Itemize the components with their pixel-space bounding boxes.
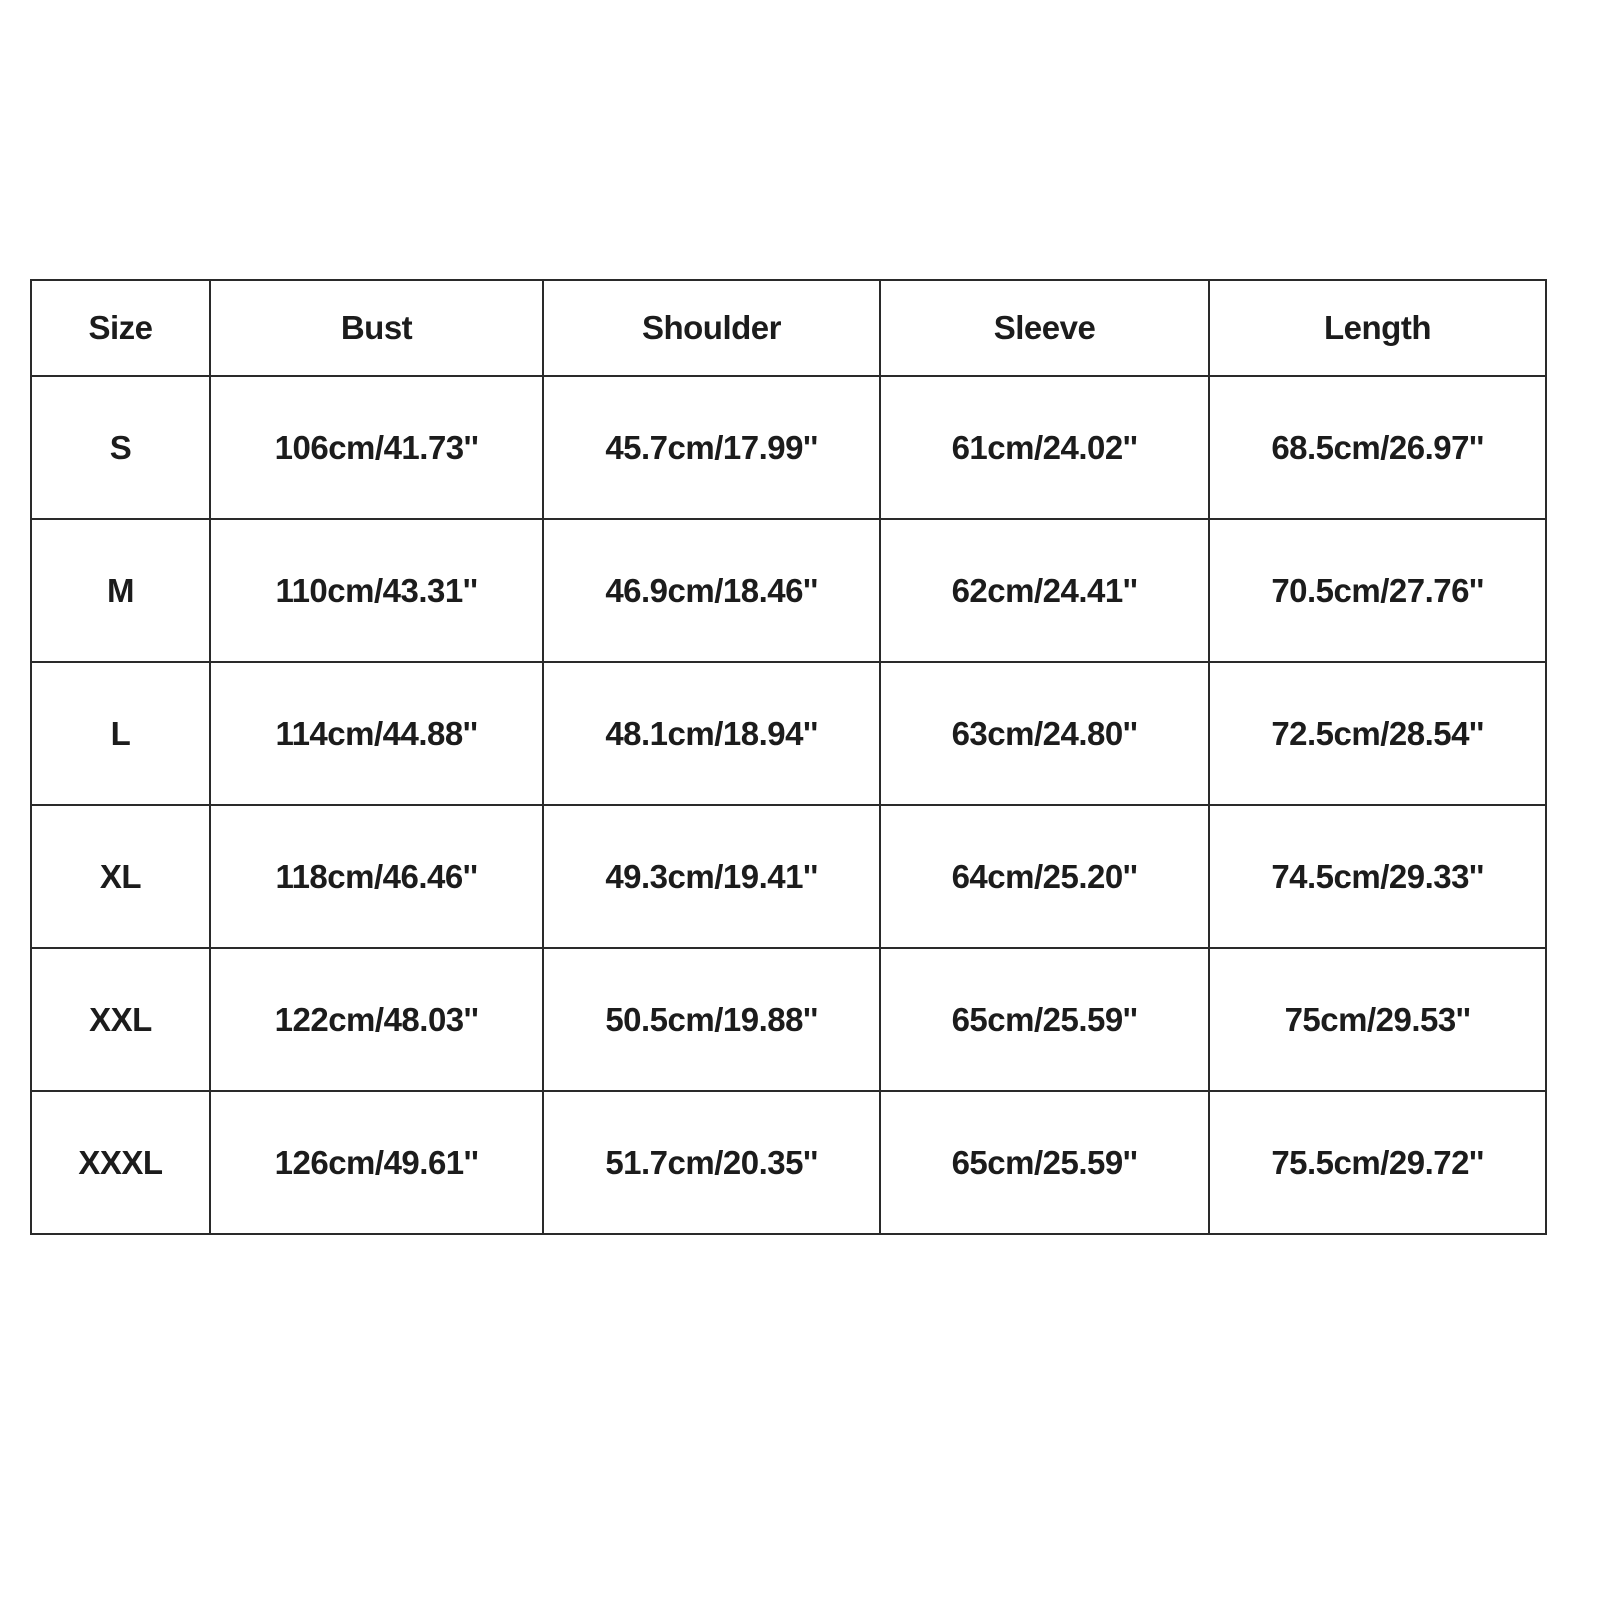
cell-sleeve: 62cm/24.41'' [880,519,1209,662]
table-row [31,1091,1546,1234]
cell-sleeve: 65cm/25.59'' [880,948,1209,1091]
cell-length: 72.5cm/28.54'' [1209,662,1546,805]
cell-bust: 122cm/48.03'' [210,948,543,1091]
cell-bust: 118cm/46.46'' [210,805,543,948]
cell-bust: 110cm/43.31'' [210,519,543,662]
cell-shoulder: 46.9cm/18.46'' [543,519,880,662]
cell-bust: 126cm/49.61'' [210,1091,543,1234]
cell-length: 75.5cm/29.72'' [1209,1091,1546,1234]
cell-size: XXL [31,948,210,1091]
cell-size: L [31,662,210,805]
header-shoulder: Shoulder [543,280,880,376]
cell-size: M [31,519,210,662]
header-size: Size [31,280,210,376]
table-row [31,376,1546,519]
size-chart-table [30,279,1547,1235]
cell-shoulder: 50.5cm/19.88'' [543,948,880,1091]
cell-length: 70.5cm/27.76'' [1209,519,1546,662]
cell-sleeve: 61cm/24.02'' [880,376,1209,519]
cell-bust: 114cm/44.88'' [210,662,543,805]
cell-length: 74.5cm/29.33'' [1209,805,1546,948]
header-sleeve: Sleeve [880,280,1209,376]
table-row [31,519,1546,662]
cell-shoulder: 45.7cm/17.99'' [543,376,880,519]
cell-shoulder: 48.1cm/18.94'' [543,662,880,805]
cell-size: XXXL [31,1091,210,1234]
cell-size: S [31,376,210,519]
cell-length: 68.5cm/26.97'' [1209,376,1546,519]
cell-sleeve: 64cm/25.20'' [880,805,1209,948]
table-row [31,948,1546,1091]
cell-shoulder: 51.7cm/20.35'' [543,1091,880,1234]
table-row [31,662,1546,805]
cell-bust: 106cm/41.73'' [210,376,543,519]
header-length: Length [1209,280,1546,376]
table-row [31,805,1546,948]
cell-sleeve: 63cm/24.80'' [880,662,1209,805]
header-row [31,280,1546,376]
cell-sleeve: 65cm/25.59'' [880,1091,1209,1234]
cell-shoulder: 49.3cm/19.41'' [543,805,880,948]
cell-length: 75cm/29.53'' [1209,948,1546,1091]
cell-size: XL [31,805,210,948]
header-bust: Bust [210,280,543,376]
